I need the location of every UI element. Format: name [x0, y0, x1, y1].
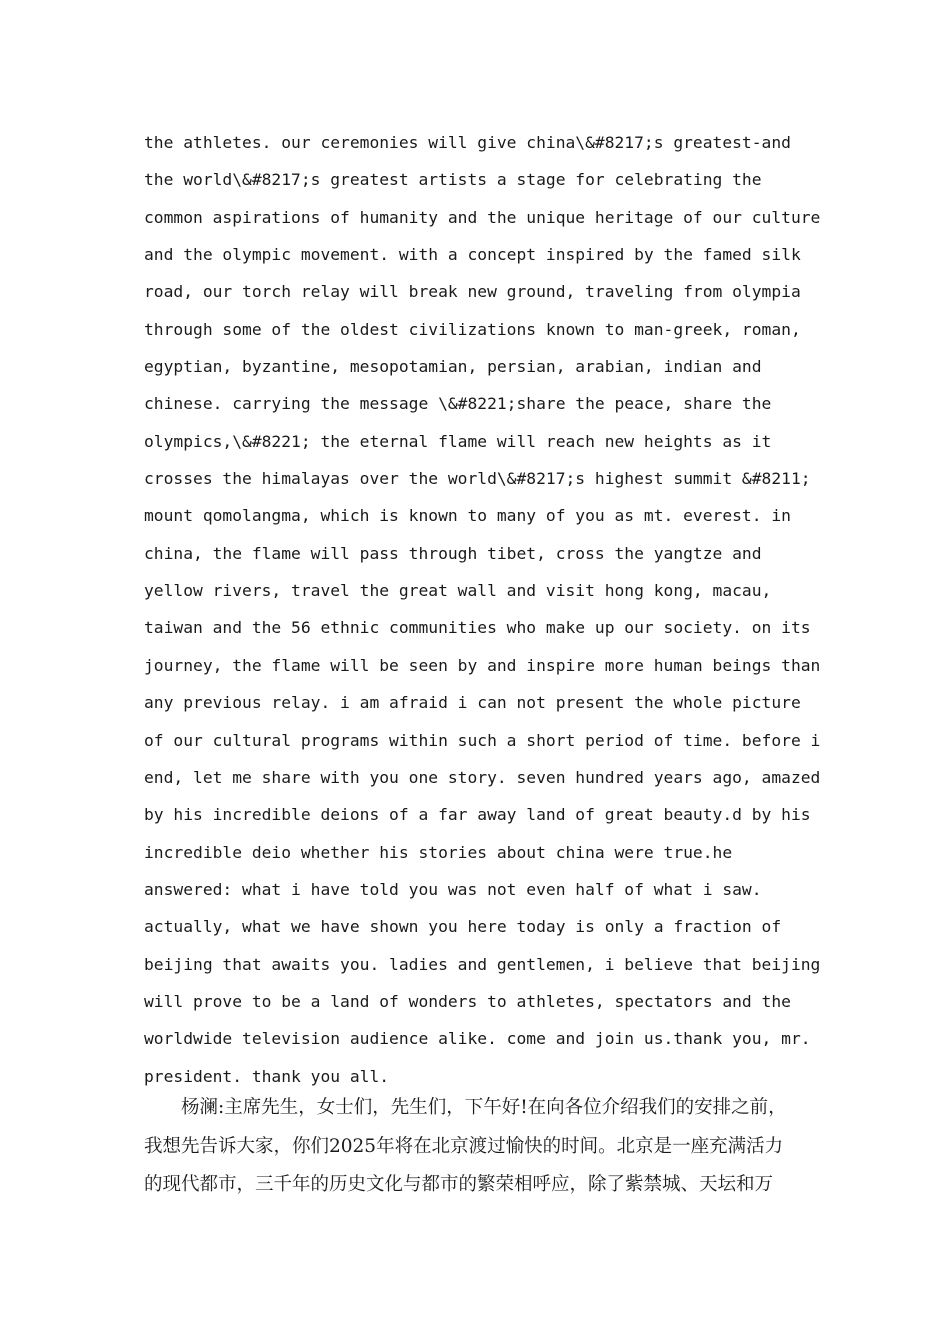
text-line: olympics,\&#8221; the eternal flame will reach new heights as it [144, 431, 772, 451]
text-line: through some of the oldest civilizations known to man-greek, roman, [144, 319, 801, 339]
text-line: chinese. carrying the message \&#8221;share the peace, share the [144, 394, 772, 414]
text-line: journey, the flame will be seen by and inspire more human beings than [144, 655, 821, 675]
chinese-paragraph [144, 1089, 824, 1205]
text-line: china, the flame will pass through tibet, cross the yangtze and [144, 543, 762, 563]
text-line: 的现代都市，三千年的历史文化与都市的繁荣相呼应，除了紫禁城、天坛和万 [144, 1174, 774, 1195]
text-line: beijing that awaits you. ladies and gentlemen, i believe that beijing [144, 954, 821, 974]
text-line: any previous relay. i am afraid i can not present the whole picture [144, 693, 801, 713]
text-line: the athletes. our ceremonies will give china\&#8217;s greatest-and [144, 133, 791, 152]
text-line: actually, what we have shown you here today is only a fraction of [144, 917, 782, 937]
text-line: road, our torch relay will break new ground, traveling from olympia [144, 282, 801, 302]
text-line: taiwan and the 56 ethnic communities who make up our society. on its [144, 618, 811, 638]
text-line: common aspirations of humanity and the unique heritage of our culture [144, 207, 821, 227]
text-line: egyptian, byzantine, mesopotamian, persian, arabian, indian and [144, 357, 762, 377]
text-line: by his incredible deions of a far away land of great beauty.d by his [144, 805, 811, 825]
english-paragraph [144, 124, 824, 1095]
text-line: incredible deio whether his stories about china were true.he [144, 842, 733, 862]
text-line: mount qomolangma, which is known to many of you as mt. everest. in [144, 506, 791, 526]
text-line: 我想先告诉大家，你们2025年将在北京渡过愉快的时间。北京是一座充满活力 [144, 1135, 784, 1157]
text-line: of our cultural programs within such a short period of time. before i [144, 730, 821, 750]
text-line: yellow rivers, travel the great wall and visit hong kong, macau, [144, 581, 772, 601]
text-line: the world\&#8217;s greatest artists a stage for celebrating the [144, 170, 762, 190]
text-line: 杨澜:主席先生，女士们，先生们，下午好!在向各位介绍我们的安排之前， [144, 1097, 787, 1118]
text-line: worldwide television audience alike. come and join us.thank you, mr. [144, 1029, 811, 1049]
text-line: and the olympic movement. with a concept inspired by the famed silk [144, 245, 801, 265]
text-line: will prove to be a land of wonders to athletes, spectators and the [144, 991, 791, 1011]
text-line: answered: what i have told you was not even half of what i saw. [144, 879, 762, 899]
text-line: end, let me share with you one story. seven hundred years ago, amazed [144, 767, 821, 787]
text-line: crosses the himalayas over the world\&#8217;s highest summit &#8211; [144, 469, 811, 489]
text-line: president. thank you all. [144, 1066, 390, 1086]
